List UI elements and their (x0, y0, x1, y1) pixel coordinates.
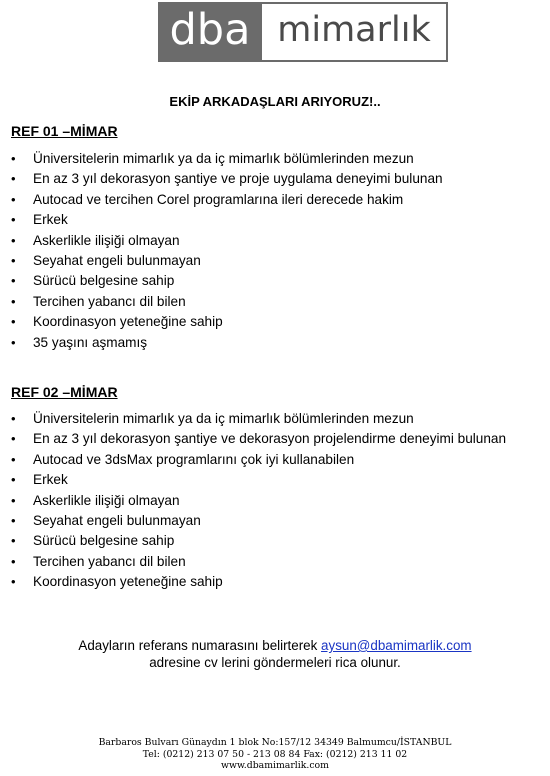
requirement-text: Askerlikle ilişiği olmayan (33, 232, 180, 248)
requirement-item (11, 251, 443, 271)
footer-address: Barbaros Bulvarı Günaydın 1 blok No:157/12 34349 Balmumcu/İSTANBUL (98, 737, 452, 748)
bullet-icon: • (11, 512, 16, 528)
requirement-text: Koordinasyon yeteneğine sahip (33, 574, 223, 590)
application-instructions (0, 637, 550, 671)
requirement-item (11, 572, 506, 592)
requirement-item (11, 312, 443, 332)
page-headline: EKİP ARKADAŞLARI ARIYORUZ!.. (169, 94, 381, 109)
requirement-item (11, 190, 443, 210)
requirement-text: Tercihen yabancı dil bilen (33, 553, 186, 569)
requirement-item (11, 450, 506, 470)
requirement-text: En az 3 yıl dekorasyon şantiye ve dekorasyon projelendirme deneyimi bulunan (33, 431, 507, 447)
requirement-item (11, 231, 443, 251)
requirement-item (11, 491, 506, 511)
ref-02-title: REF 02 –MİMAR (11, 384, 118, 400)
application-line-2: adresine cv lerini göndermeleri rica olunur. (149, 655, 401, 670)
bullet-icon: • (11, 431, 16, 447)
bullet-icon: • (11, 293, 16, 309)
requirement-item (11, 470, 506, 490)
ref-02-requirements-list (11, 409, 506, 593)
footer-website: www.dbamimarlik.com (221, 760, 329, 771)
requirement-text: Üniversitelerin mimarlık ya da iç mimarlık bölümlerinden mezun (33, 151, 414, 166)
requirement-item (11, 333, 443, 353)
requirement-item (11, 271, 443, 291)
application-line-1 (0, 637, 550, 654)
requirement-text: Üniversitelerin mimarlık ya da iç mimarlık bölümlerinden mezun (33, 411, 414, 426)
email-link[interactable]: aysun@dbamimarlik.com (321, 638, 472, 653)
bullet-icon: • (11, 451, 16, 467)
requirement-text: Erkek (33, 212, 68, 228)
requirement-item (11, 409, 506, 429)
requirement-text: En az 3 yıl dekorasyon şantiye ve proje uygulama deneyimi bulunan (33, 171, 443, 187)
bullet-icon: • (11, 252, 16, 268)
bullet-icon: • (11, 212, 16, 228)
requirement-text: Tercihen yabancı dil bilen (33, 293, 186, 309)
logo-dba-text: dba (158, 2, 262, 62)
footer-phones: Tel: (0212) 213 07 50 - 213 08 84 Fax: (0212) 213 11 02 (142, 748, 408, 760)
bullet-icon: • (11, 273, 16, 289)
bullet-icon: • (11, 492, 16, 508)
requirement-text: 35 yaşını aşmamış (33, 334, 148, 350)
bullet-icon: • (11, 171, 16, 187)
requirement-text: Autocad ve tercihen Corel programlarına ileri derecede hakim (33, 191, 404, 207)
requirement-text: Sürücü belgesine sahip (33, 273, 175, 289)
logo-mimarlik-text: mimarlık (262, 2, 448, 62)
requirement-text: Koordinasyon yeteneğine sahip (33, 314, 223, 330)
bullet-icon: • (11, 553, 16, 569)
bullet-icon: • (11, 314, 16, 330)
bullet-icon: • (11, 472, 16, 488)
bullet-icon: • (11, 191, 16, 207)
requirement-text: Erkek (33, 472, 68, 488)
application-text: Adayların referans numarasını belirterek (78, 638, 322, 653)
ref-01-requirements-list (11, 149, 443, 353)
requirement-text: Seyahat engeli bulunmayan (33, 252, 201, 268)
bullet-icon: • (11, 574, 16, 590)
requirement-item (11, 511, 506, 531)
requirement-text: Askerlikle ilişiği olmayan (33, 492, 180, 508)
requirement-item (11, 149, 443, 169)
bullet-icon: • (11, 334, 16, 350)
company-logo (158, 2, 448, 62)
requirement-text: Sürücü belgesine sahip (33, 533, 175, 549)
requirement-item (11, 552, 506, 572)
ref-01-title: REF 01 –MİMAR (11, 123, 118, 139)
requirement-text: Autocad ve 3dsMax programlarını çok iyi kullanabilen (33, 451, 355, 467)
bullet-icon: • (11, 151, 16, 166)
footer-contact (0, 737, 550, 772)
bullet-icon: • (11, 533, 16, 549)
requirement-item (11, 169, 443, 189)
bullet-icon: • (11, 411, 16, 426)
requirement-text: Seyahat engeli bulunmayan (33, 512, 201, 528)
requirement-item (11, 531, 506, 551)
requirement-item (11, 210, 443, 230)
bullet-icon: • (11, 232, 16, 248)
requirement-item (11, 292, 443, 312)
requirement-item (11, 429, 506, 449)
